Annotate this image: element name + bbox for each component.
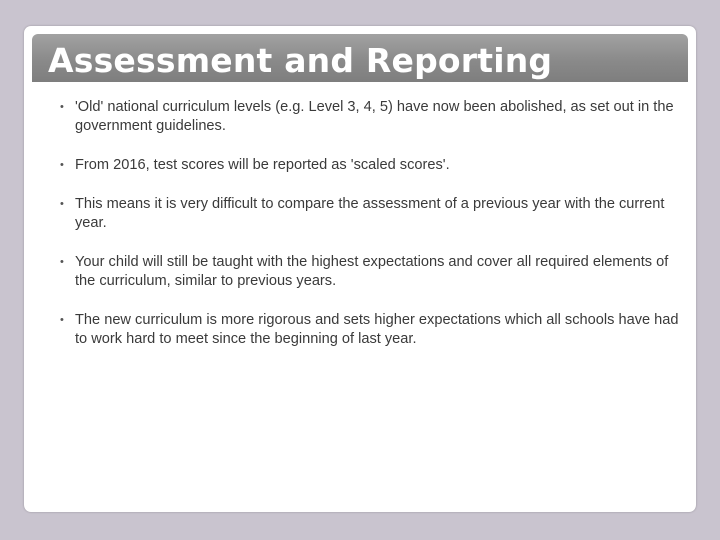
bullet-text: Your child will still be taught with the highest expectations and cover all required elements of the curriculum, similar to previous years. (75, 254, 669, 289)
bullet-item (60, 311, 680, 349)
slide-card (24, 26, 696, 512)
bullet-text: The new curriculum is more rigorous and sets higher expectations which all schools have had to work hard to meet since the beginning of last year. (75, 312, 679, 347)
bullet-item (60, 156, 680, 175)
bullet-text: This means it is very difficult to compare the assessment of a previous year with the current year. (75, 196, 665, 231)
bullet-text: 'Old' national curriculum levels (e.g. Level 3, 4, 5) have now been abolished, as set out in the government guidelines. (75, 99, 674, 134)
bullet-item (60, 98, 680, 136)
bullet-item (60, 253, 680, 291)
bullet-dot-icon: • (60, 314, 64, 326)
bullet-text: From 2016, test scores will be reported as 'scaled scores'. (75, 157, 450, 173)
title-bar (32, 34, 688, 82)
slide-title: Assessment and Reporting (48, 41, 553, 80)
bullet-dot-icon: • (60, 198, 64, 210)
bullet-dot-icon: • (60, 159, 64, 171)
bullet-dot-icon: • (60, 256, 64, 268)
bullet-item (60, 195, 680, 233)
bullet-list (60, 98, 680, 369)
bullet-dot-icon: • (60, 101, 64, 113)
